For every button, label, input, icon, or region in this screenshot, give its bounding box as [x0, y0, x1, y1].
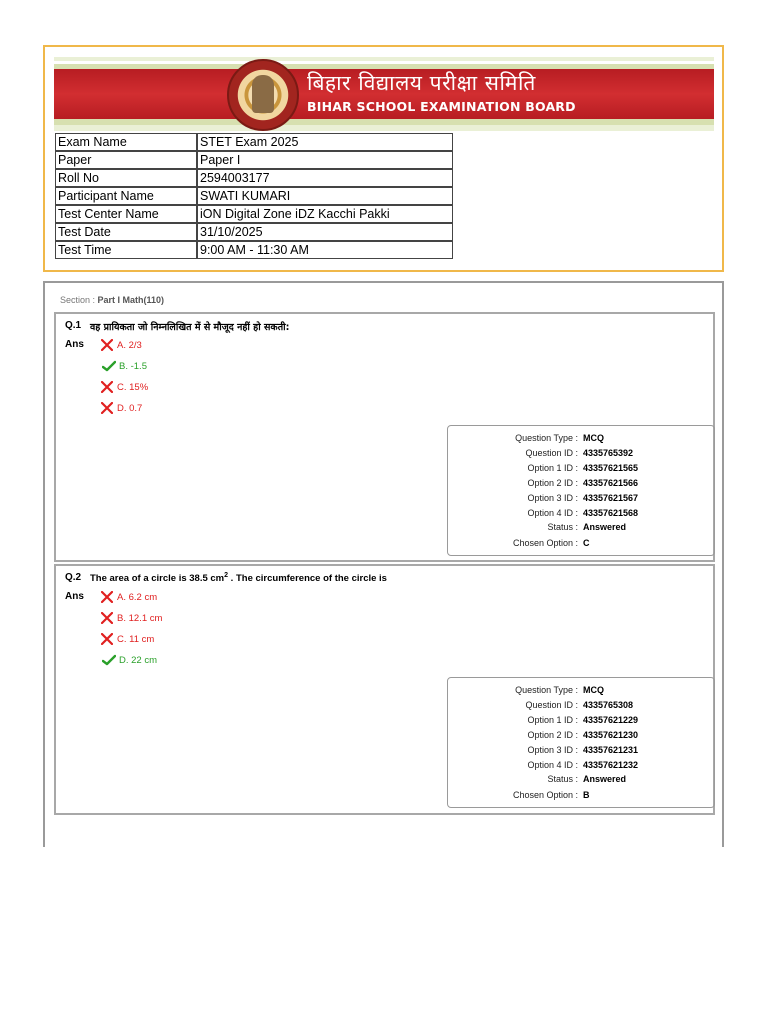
info-value: 31/10/2025 [197, 223, 453, 241]
option-b [99, 360, 147, 372]
meta-row [448, 683, 714, 697]
info-value: STET Exam 2025 [197, 133, 453, 151]
meta-row [448, 476, 714, 490]
meta-row [448, 491, 714, 505]
option-b [99, 612, 162, 624]
info-row [55, 241, 453, 259]
meta-value: MCQ [583, 685, 604, 695]
option-c [99, 633, 154, 645]
meta-value: B [583, 790, 590, 800]
meta-value: 43357621565 [583, 463, 639, 473]
meta-label: Option 2 ID : [527, 478, 578, 488]
meta-value: 4335765308 [583, 700, 634, 710]
option-label: C. 15% [117, 381, 149, 393]
section-name: Part I Math(110) [97, 295, 165, 305]
info-row [55, 187, 453, 205]
meta-label: Option 2 ID : [527, 730, 578, 740]
option-label: B. -1.5 [119, 360, 147, 372]
option-label: D. 0.7 [117, 402, 143, 414]
info-row [55, 133, 453, 151]
meta-value: C [583, 538, 590, 548]
meta-label: Option 3 ID : [527, 745, 578, 755]
meta-row [448, 431, 714, 445]
answer-label: Ans [65, 339, 84, 350]
meta-row [448, 713, 714, 727]
option-label: C. 11 cm [117, 633, 155, 645]
info-key: Paper [55, 151, 197, 169]
meta-label: Question Type : [515, 433, 578, 443]
question-text: वह प्रायिकता जो निम्नलिखित में से मौजूद नहीं हो सकती: [90, 322, 290, 333]
info-key: Test Date [55, 223, 197, 241]
meta-value: MCQ [583, 433, 604, 443]
option-label: D. 22 cm [119, 654, 158, 666]
question-number: Q.2 [65, 572, 82, 583]
info-key: Participant Name [55, 187, 197, 205]
meta-label: Option 1 ID : [527, 715, 578, 725]
info-key: Exam Name [55, 133, 197, 151]
meta-value: 43357621231 [583, 745, 639, 755]
board-seal-logo [227, 59, 299, 131]
info-row [55, 223, 453, 241]
meta-label: Status : [547, 522, 578, 532]
meta-value: 43357621230 [583, 730, 639, 740]
meta-label: Chosen Option : [512, 538, 578, 548]
info-row [55, 151, 453, 169]
meta-value: 43357621567 [583, 493, 639, 503]
info-value: 9:00 AM - 11:30 AM [197, 241, 453, 259]
check-icon [101, 654, 117, 666]
meta-label: Option 4 ID : [527, 760, 578, 770]
meta-row [448, 728, 714, 742]
option-a [99, 339, 142, 351]
question-panel-1 [54, 312, 715, 562]
cross-icon [99, 591, 115, 603]
cross-icon [99, 339, 115, 351]
response-sheet [43, 281, 724, 847]
meta-value: 43357621568 [583, 508, 639, 518]
meta-value: Answered [583, 774, 627, 784]
question-text-part: . The circumference of the circle is [228, 573, 387, 585]
info-value: 2594003177 [197, 169, 453, 187]
option-label: A. 2/3 [117, 339, 142, 351]
meta-row [448, 520, 714, 534]
meta-label: Option 4 ID : [527, 508, 578, 518]
question-text-part: The area of a circle is 38.5 cm [90, 573, 225, 585]
superscript: 2 [224, 572, 229, 579]
option-d [99, 654, 157, 666]
info-value: SWATI KUMARI [197, 187, 453, 205]
question-panel-2 [54, 564, 715, 815]
cross-icon [99, 402, 115, 414]
info-key: Test Time [55, 241, 197, 259]
info-row [55, 205, 453, 223]
meta-row [448, 461, 714, 475]
meta-label: Status : [547, 774, 578, 784]
meta-label: Chosen Option : [512, 790, 578, 800]
answer-label: Ans [65, 591, 84, 602]
meta-row [448, 446, 714, 460]
cross-icon [99, 633, 115, 645]
meta-label: Question ID : [525, 448, 578, 458]
check-icon [101, 360, 117, 372]
meta-row [448, 788, 714, 802]
question-meta-box [447, 677, 715, 808]
info-key: Test Center Name [55, 205, 197, 223]
info-value: Paper I [197, 151, 453, 169]
meta-value: 4335765392 [583, 448, 634, 458]
candidate-info-table [55, 133, 453, 259]
seal-figure [252, 75, 274, 113]
meta-row [448, 536, 714, 550]
option-label: A. 6.2 cm [117, 591, 158, 603]
meta-row [448, 506, 714, 520]
option-c [99, 381, 148, 393]
header-frame [43, 45, 724, 272]
meta-row [448, 758, 714, 772]
option-d [99, 402, 142, 414]
cross-icon [99, 381, 115, 393]
option-label: B. 12.1 cm [117, 612, 163, 624]
info-row [55, 169, 453, 187]
meta-label: Question ID : [525, 700, 578, 710]
section-prefix: Section : [60, 295, 98, 305]
question-number: Q.1 [65, 320, 82, 331]
meta-row [448, 772, 714, 786]
meta-row [448, 743, 714, 757]
question-text [90, 572, 387, 584]
meta-row [448, 698, 714, 712]
cross-icon [99, 612, 115, 624]
board-title-hindi: बिहार विद्यालय परीक्षा समिति [307, 71, 536, 95]
section-label [60, 295, 164, 305]
info-value: iON Digital Zone iDZ Kacchi Pakki [197, 205, 453, 223]
meta-label: Option 1 ID : [527, 463, 578, 473]
meta-value: 43357621566 [583, 478, 639, 488]
board-banner [54, 57, 714, 131]
meta-value: Answered [583, 522, 627, 532]
question-meta-box [447, 425, 715, 556]
board-title-english: BIHAR SCHOOL EXAMINATION BOARD [307, 99, 576, 114]
meta-value: 43357621229 [583, 715, 639, 725]
info-key: Roll No [55, 169, 197, 187]
meta-label: Question Type : [515, 685, 578, 695]
meta-label: Option 3 ID : [527, 493, 578, 503]
meta-value: 43357621232 [583, 760, 639, 770]
option-a [99, 591, 157, 603]
